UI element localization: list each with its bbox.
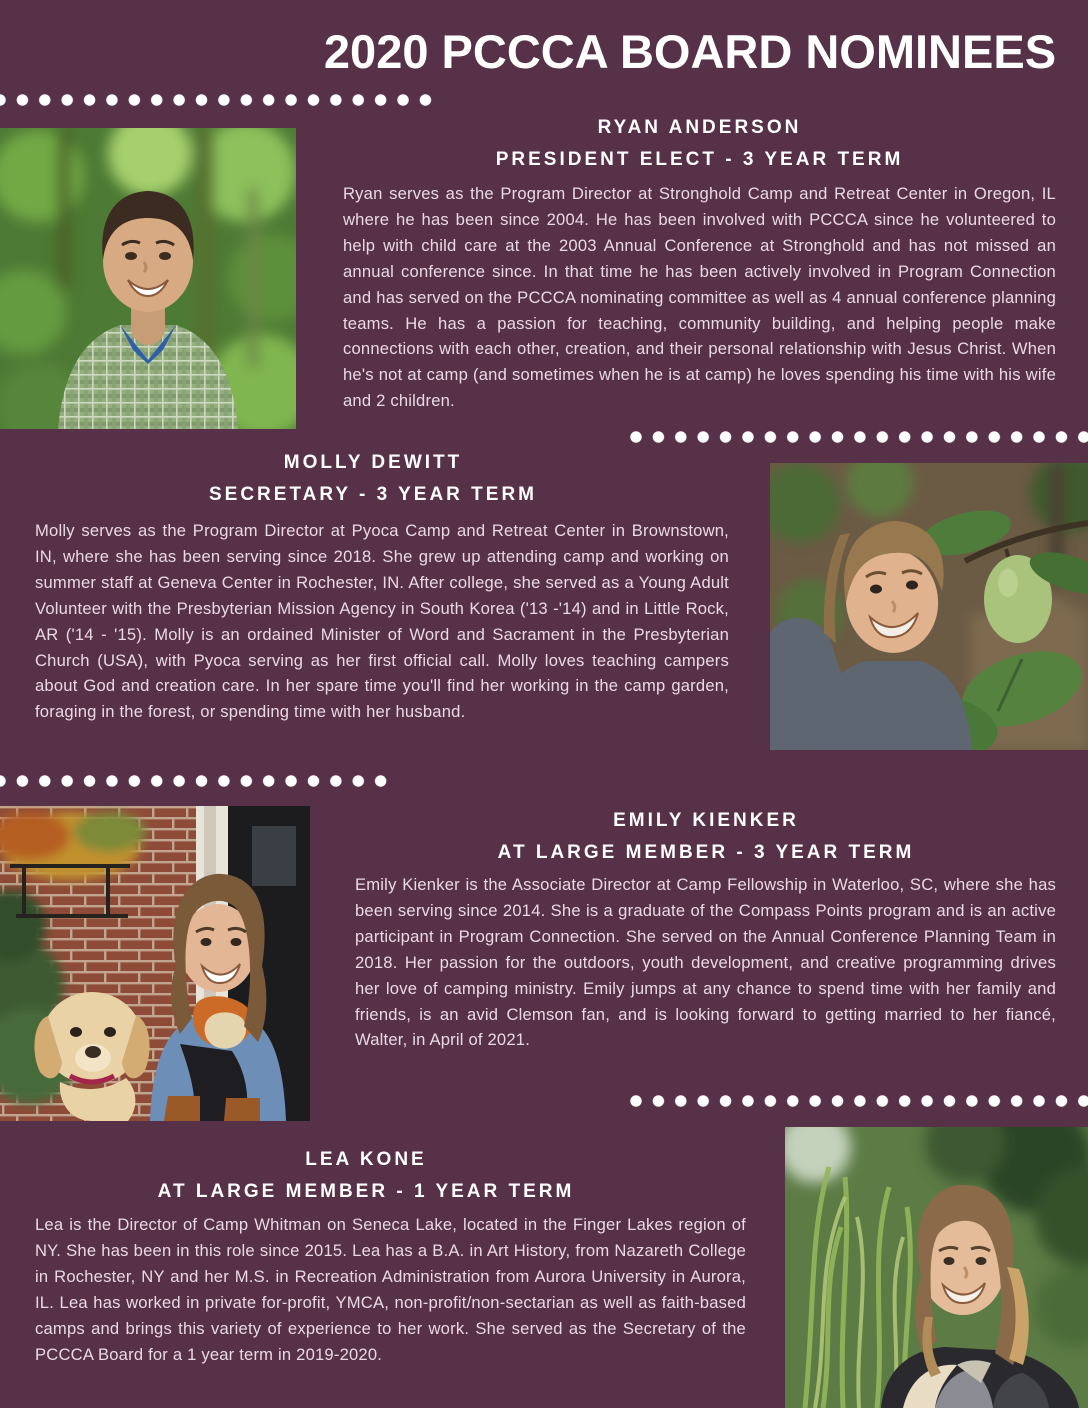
dotted-divider-molly-emily [0,775,394,787]
nominee-heading-ryan [343,112,1056,176]
nominee-heading-lea [20,1144,712,1208]
nominee-term: AT LARGE MEMBER - 1 YEAR TERM [157,1181,575,1202]
nominee-term: PRESIDENT ELECT - 3 YEAR TERM [495,149,904,170]
nominee-name: EMILY KIENKER [613,810,799,831]
dotted-divider-ryan-molly [630,431,1088,443]
ryan-anderson-photo [0,128,296,429]
page-title: 2020 PCCCA BOARD NOMINEES [323,25,1057,78]
nominee-bio-molly: Molly serves as the Program Director at Pyoca Camp and Retreat Center in Brownstown, IN, where she has been serving since 2018. She grew up attending camp and working on summer staff at Geneva Center in Rochester, IN. After college, she served as a Young Adult Volunteer with the Presbyterian Mission Agency in South Korea ('13 -'14) and in Little Rock, AR ('14 - '15). Molly is an ordained Minister of Word and Sacrament in the Presbyterian Church (USA), with Pyoca serving as her first official call. Molly loves teaching campers about God and creation care. In her spare time you'll find her working in the camp garden, foraging in the forest, or spending time with her husband. [35,521,729,722]
nominee-bio-ryan: Ryan serves as the Program Director at Stronghold Camp and Retreat Center in Oregon, IL where he has been since 2004. He has been involved with PCCCA since he volunteered to help with child care at the 2003 Annual Conference at Stronghold and has not missed an annual conference since. In that time he has been actively involved in Program Connection and has served on the PCCCA nominating committee as well as 4 annual conference planning teams. He has a passion for teaching, community building, and helping people make connections with each other, creation, and their personal relationship with Jesus Christ. When he's not at camp (and sometimes when he is at camp) he loves spending his time with his wife and 2 children. [343,184,1056,411]
nominee-name: RYAN ANDERSON [597,117,802,138]
nominee-name: MOLLY DEWITT [283,452,463,473]
nominee-term: SECRETARY - 3 YEAR TERM [208,484,537,505]
nominee-heading-emily [355,805,1057,869]
nominee-term: AT LARGE MEMBER - 3 YEAR TERM [497,842,915,863]
dotted-divider-top-left [0,94,438,106]
nominee-bio-emily: Emily Kienker is the Associate Director at Camp Fellowship in Waterloo, SC, where she has been serving since 2014. She is a graduate of the Compass Points program and is an active participant in Program Connection. She served on the Annual Conference Planning Team in 2018. Her passion for the outdoors, youth development, and creative programming drives her love of camping ministry. Emily jumps at any chance to spend time with her family and friends, is an avid Clemson fan, and is looking forward to getting married to her fiancé, Walter, in April of 2021. [355,875,1056,1050]
nominee-name: LEA KONE [305,1149,427,1170]
nominee-heading-molly [20,447,726,511]
dotted-divider-emily-lea [630,1095,1088,1107]
emily-kienker-photo [0,806,310,1121]
nominee-bio-lea: Lea is the Director of Camp Whitman on Seneca Lake, located in the Finger Lakes region of NY. She has been in this role since 2015. Lea has a B.A. in Art History, from Nazareth College in Rochester, NY and her M.S. in Recreation Administration from Aurora University in Aurora, IL. Lea has worked in private for-profit, YMCA, non-profit/non-sectarian as well as faith-based camps and brings this variety of experience to her work. She served as the Secretary of the PCCCA Board for a 1 year term in 2019-2020. [35,1215,746,1364]
lea-kone-photo [785,1127,1088,1408]
molly-dewitt-photo [770,463,1088,750]
